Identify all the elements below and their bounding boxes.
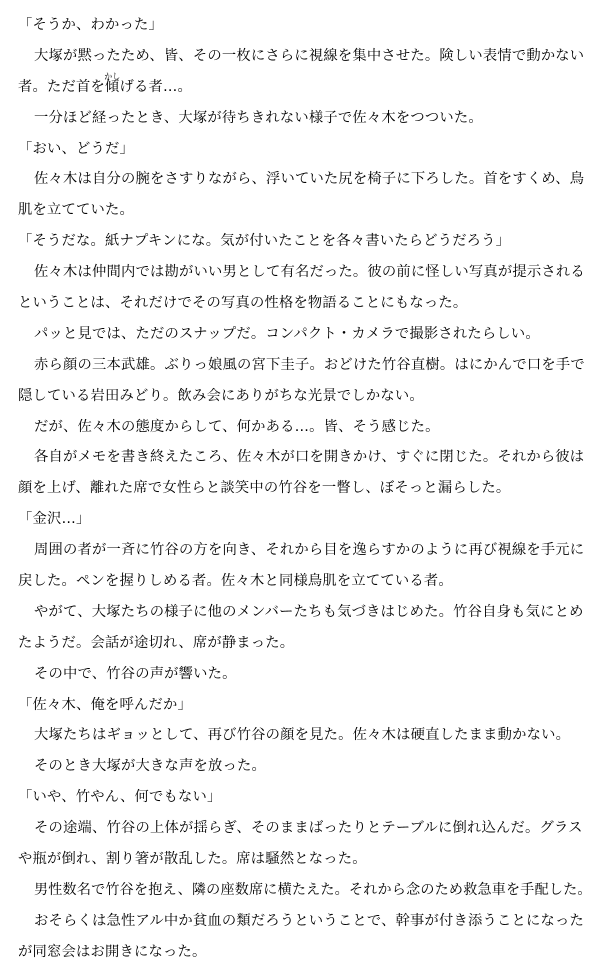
line-text: ということは、それだけでその写真の性格を物語ることにもなった。: [18, 295, 468, 312]
line-text: 「金沢…」: [18, 511, 91, 528]
line-text: やがて、大塚たちの様子に他のメンバーたちも気づきはじめた。竹谷自身も気にとめ: [34, 603, 584, 620]
line-text: 大塚が黙ったため、皆、その一枚にさらに視線を集中させた。険しい表情で動かない: [34, 47, 585, 64]
line-text: 佐々木は仲間内では勘がいい男として有名だった。彼の前に怪しい写真が提示される: [34, 264, 585, 281]
text-line: [18, 535, 596, 566]
novel-page: [18, 10, 596, 968]
line-text: 隠している岩田みどり。飲み会にありがちな光景でしかない。: [18, 387, 424, 404]
text-line: [18, 720, 596, 751]
line-text: パッと見では、ただのスナップだ。コンパクト・カメラで撮影されたらしい。: [34, 325, 540, 342]
text-line: [18, 442, 596, 473]
text-line: [18, 350, 596, 381]
line-text: 赤ら顔の三本武雄。ぶりっ娘風の宮下圭子。おどけた竹谷直樹。はにかんで口を手で: [34, 356, 585, 373]
line-text: 「いや、竹やん、何でもない」: [18, 789, 222, 806]
line-text: おそらくは急性アル中か貧血の類だろうということで、幹事が付き添うことになった: [34, 912, 585, 929]
line-text: 佐々木は自分の腕をさすりながら、浮いていた尻を椅子に下ろした。首をすくめ、鳥: [34, 171, 585, 188]
line-text: 周囲の者が一斉に竹谷の方を向き、それから目を逸らすかのように再び視線を手元に: [34, 542, 585, 559]
text-line: [18, 906, 596, 937]
line-text: その中で、竹谷の声が響いた。: [34, 665, 237, 682]
line-text: 者。ただ首を傾げる者…。: [18, 78, 192, 95]
line-text: 男性数名で竹谷を抱え、隣の座数席に横たえた。それから念のため救急車を手配した。: [34, 881, 592, 898]
line-text: 「そうだな。紙ナプキンにな。気が付いたことを各々書いたらどうだろう」: [18, 233, 511, 250]
text-line: [18, 690, 596, 721]
line-text: 「そうか、わかった」: [18, 17, 163, 33]
text-line: [18, 844, 596, 875]
text-line: [18, 134, 596, 165]
line-text: そのとき大塚が大きな声を放った。: [34, 758, 266, 775]
line-text: 戻した。ペンを握りしめる者。佐々木と同様鳥肌を立てている者。: [18, 573, 453, 590]
line-text: 一分ほど経ったとき、大塚が待ちきれない様子で佐々木をつついた。: [34, 109, 483, 126]
line-text: が同窓会はお開きになった。: [18, 943, 207, 960]
text-line: [18, 164, 596, 195]
text-line: [18, 195, 596, 226]
text-line: [18, 937, 596, 968]
text-line: [18, 782, 596, 813]
text-line: [18, 659, 596, 690]
text-line: [18, 41, 596, 72]
text-line: [18, 597, 596, 628]
line-text: たようだ。会話が途切れ、席が静まった。: [18, 634, 295, 651]
ruby-annotation: かし: [104, 71, 121, 81]
line-text: 肌を立てていた。: [18, 202, 134, 219]
text-line: [18, 813, 596, 844]
text-line: [18, 566, 596, 597]
text-line: [18, 504, 596, 535]
text-line: [18, 412, 596, 443]
line-text: 「おい、どうだ」: [18, 140, 134, 157]
line-text: 顔を上げ、離れた席で女性らと談笑中の竹谷を一瞥し、ぼそっと漏らした。: [18, 480, 511, 497]
text-line: [18, 72, 596, 103]
line-text: 各自がメモを書き終えたころ、佐々木が口を開きかけ、すぐに閉じた。それから彼は: [34, 449, 585, 466]
text-line: [18, 628, 596, 659]
line-text: 大塚たちはギョッとして、再び竹谷の顔を見た。佐々木は硬直したまま動かない。: [34, 727, 571, 744]
text-line: [18, 751, 596, 782]
text-line: [18, 473, 596, 504]
line-text: その途端、竹谷の上体が揺らぎ、そのままばったりとテーブルに倒れ込んだ。グラス: [34, 820, 583, 837]
text-line: [18, 103, 596, 134]
line-text: や瓶が倒れ、割り箸が散乱した。席は騒然となった。: [18, 851, 367, 868]
text-line: [18, 10, 596, 41]
line-text: 「佐々木、俺を呼んだか」: [18, 696, 192, 713]
text-line: [18, 226, 596, 257]
text-line: [18, 257, 596, 288]
text-line: [18, 875, 596, 906]
line-text: だが、佐々木の態度からして、何かある…。皆、そう感じた。: [34, 418, 440, 435]
text-line: [18, 288, 596, 319]
text-line: [18, 319, 596, 350]
text-line: [18, 381, 596, 412]
